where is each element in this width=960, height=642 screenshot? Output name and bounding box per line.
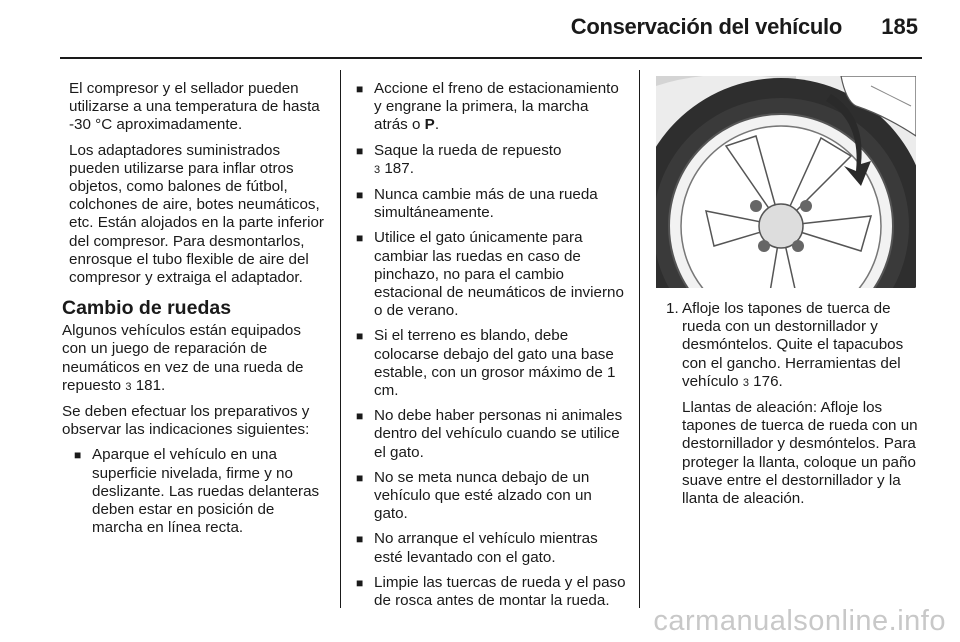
header-rule xyxy=(60,57,922,59)
column-divider-1 xyxy=(340,70,341,608)
list-item-end: . xyxy=(434,116,440,134)
page-header-title: Conservación del vehículo xyxy=(570,14,842,39)
reference-icon: 3 xyxy=(374,163,381,176)
step-number: 1. xyxy=(666,300,679,317)
bullet-icon: ■ xyxy=(356,532,364,547)
numbered-list xyxy=(656,300,922,508)
list-item xyxy=(356,407,626,462)
paragraph-adapters: Los adaptadores suministrados pueden utilizarse para inflar otros objetos, como balones de fútbol, colchones de aire, botes neumáticos, etc. Están alojados en la parte inferior del compresor. Para desmontarlos, enrosque el tubo flexible de aire del compresor y extraiga el adaptador. xyxy=(69,141,324,287)
paragraph-temperature: El compresor y el sellador pueden utilizarse a una temperatura de hasta -30 °C aproximadamente. xyxy=(69,80,320,134)
list-item xyxy=(356,327,626,400)
reference-icon: 3 xyxy=(125,380,132,393)
bullet-icon: ■ xyxy=(356,82,364,96)
spare-wheel-ref: 187. xyxy=(384,159,414,177)
reference-icon: 3 xyxy=(742,376,749,389)
bullet-list-1 xyxy=(62,446,328,537)
tools-ref: 176. xyxy=(753,372,783,390)
bullet-icon: ■ xyxy=(356,143,364,158)
bullet-icon: ■ xyxy=(356,231,364,246)
bullet-icon: ■ xyxy=(74,448,82,463)
wheel-cover-illustration xyxy=(656,76,916,288)
list-item xyxy=(356,229,626,320)
step-text: Afloje los tapones de tuerca de rueda con un destornillador y desmóntelos. Quite el tapacubos con el gancho. Herramientas del vehículo xyxy=(682,300,904,390)
watermark: carmanualsonline.info xyxy=(653,605,946,637)
bullet-icon: ■ xyxy=(356,470,364,485)
column-1 xyxy=(62,80,328,544)
list-item-text: Limpie las tuercas de rueda y el paso de rosca antes de montar la rueda. xyxy=(374,573,626,610)
repair-kit-ref: 181. xyxy=(135,376,166,394)
list-item xyxy=(356,80,626,135)
gear-p-label: P xyxy=(424,116,435,134)
list-item-text: No debe haber personas ni animales dentro del vehículo cuando se utilice el gato. xyxy=(374,407,623,461)
column-divider-2 xyxy=(639,70,640,608)
list-item-text: Accione el freno de estacionamiento y engrane la primera, la marcha atrás o xyxy=(374,80,619,134)
page-number: 185 xyxy=(881,14,918,39)
bullet-icon: ■ xyxy=(356,409,364,424)
repair-kit-text: Algunos vehículos están equipados con un juego de reparación de neumáticos en vez de una rueda de repuesto xyxy=(62,322,304,394)
paragraph-repair-kit xyxy=(62,322,328,396)
list-item xyxy=(74,446,328,537)
list-item xyxy=(356,186,626,222)
list-item xyxy=(656,300,922,508)
list-item-text: Si el terreno es blando, debe colocarse debajo del gato una base estable, con un grosor máximo de 1 cm. xyxy=(374,327,616,400)
list-item-text: Saque la rueda de repuesto xyxy=(374,141,562,159)
list-item-text: No se meta nunca debajo de un vehículo que esté alzado con un gato. xyxy=(374,468,592,523)
list-item xyxy=(356,469,626,524)
step-subparagraph: Llantas de aleación: Afloje los tapones de tuerca de rueda con un destornillador y desmóntelos. Para proteger la llanta, coloque un paño suave entre el destornillador y la llanta de aleación. xyxy=(682,399,918,508)
list-item xyxy=(356,142,626,179)
list-item xyxy=(356,574,626,610)
paragraph-preparations: Se deben efectuar los preparativos y observar las indicaciones siguientes: xyxy=(62,403,310,439)
list-item-text: Aparque el vehículo en una superficie nivelada, firme y no deslizante. Las ruedas delanteras deben estar en posición de marcha en línea recta. xyxy=(92,446,320,537)
section-heading: Cambio de ruedas xyxy=(62,297,232,320)
list-item-text: No arranque el vehículo mientras esté levantado con el gato. xyxy=(374,530,598,566)
bullet-list-2 xyxy=(356,80,626,610)
bullet-icon: ■ xyxy=(356,575,364,590)
bullet-icon: ■ xyxy=(356,329,364,344)
column-3 xyxy=(656,76,922,515)
bullet-icon: ■ xyxy=(356,188,364,203)
list-item-text: Nunca cambie más de una rueda simultáneamente. xyxy=(374,186,598,222)
list-item-text: Utilice el gato únicamente para cambiar las ruedas en caso de pinchazo, no para el cambio estacional de neumáticos de invierno o de verano. xyxy=(374,229,624,320)
column-2 xyxy=(356,80,626,617)
list-item xyxy=(356,530,626,566)
